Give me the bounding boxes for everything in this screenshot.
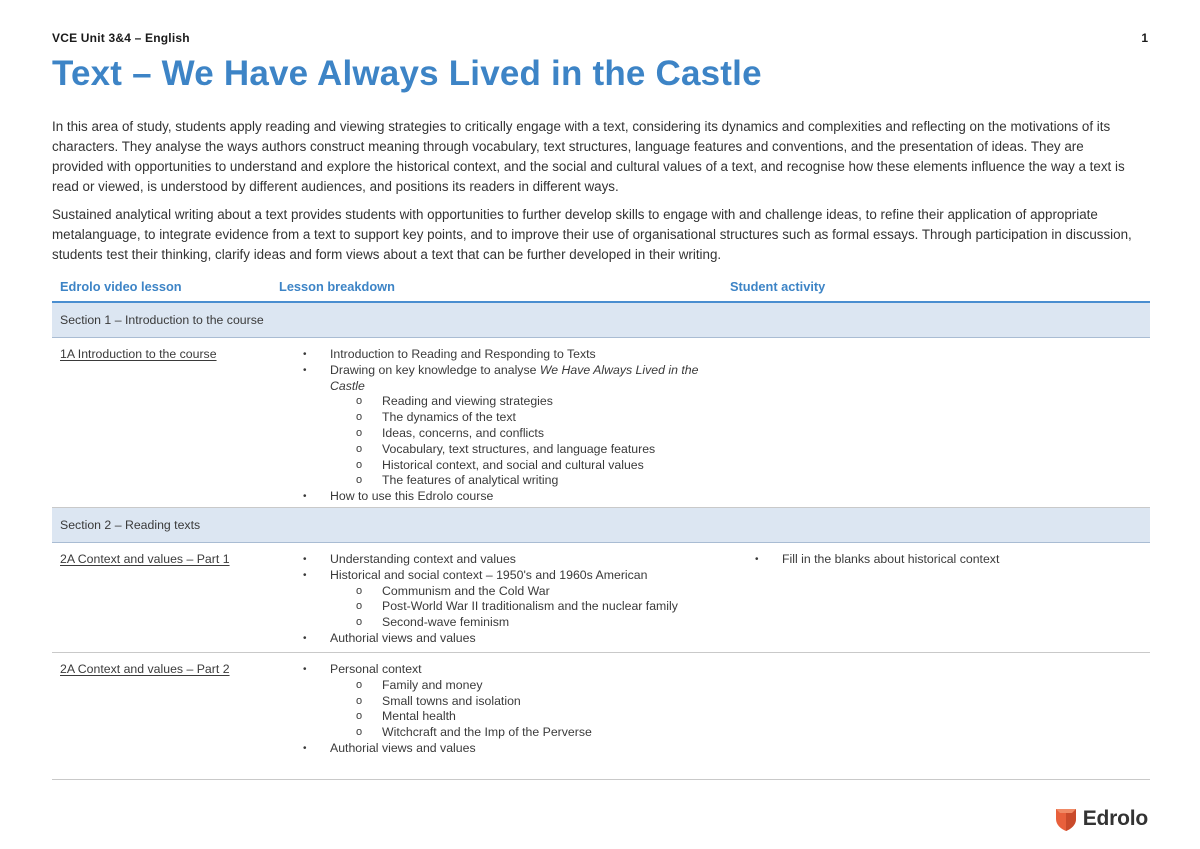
section-row-1: Section 1 – Introduction to the course xyxy=(52,303,1150,338)
lesson-row-2a-part2 xyxy=(52,653,1150,780)
page-header xyxy=(52,31,1148,47)
intro-paragraph: Sustained analytical writing about a text provides students with opportunities to further develop skills to engage with and challenge ideas, to refine their application of appropriate metalanguage, to integrate evidence from a text to support key points, and to improve their use of organisational structures such as formal essays. Through participation in discussion, students test their thinking, clarify ideas and form views about a text that can be further developed in their writing. xyxy=(52,207,1132,262)
breakdown-item-text: Drawing on key knowledge to analyse xyxy=(330,362,540,377)
activity-item: • Fill in the blanks about historical context xyxy=(752,552,1132,568)
intro-text xyxy=(52,117,1132,273)
breakdown-item: • Authorial views and values xyxy=(300,741,730,757)
breakdown-subitem: o Small towns and isolation xyxy=(300,694,730,710)
lesson-link-2a-part2[interactable]: 2A Context and values – Part 2 xyxy=(60,662,230,676)
intro-paragraph: In this area of study, students apply reading and viewing strategies to critically engage with a text, considering its dynamics and complexities and reflecting on the motivations of its characters. They analyse the ways authors construct meaning through vocabulary, text structures, language features and conventions, and the presentation of ideas. They are provided with opportunities to understand and explore the historical context, and the social and cultural values of a text, and recognise how these elements influence the way a text is read or viewed, is understood by different audiences, and positions its readers in different ways. xyxy=(52,119,1125,194)
breakdown-subitem: o Communism and the Cold War xyxy=(300,584,730,600)
breakdown-item: • Introduction to Reading and Responding to Texts xyxy=(300,347,730,363)
edrolo-logo-text: Edrolo xyxy=(1082,807,1148,830)
lesson-link-1a[interactable]: 1A Introduction to the course xyxy=(60,347,217,361)
column-header-lesson-breakdown: Lesson breakdown xyxy=(279,279,395,294)
breakdown-subitem: o Historical context, and social and cultural values xyxy=(300,458,730,474)
breakdown-subitem: o Witchcraft and the Imp of the Perverse xyxy=(300,725,730,741)
lesson-breakdown xyxy=(300,662,730,757)
breakdown-subitem: o Reading and viewing strategies xyxy=(300,394,730,410)
breakdown-item: • Authorial views and values xyxy=(300,631,730,647)
breakdown-subitem: o Family and money xyxy=(300,678,730,694)
breakdown-subitem: o Mental health xyxy=(300,709,730,725)
course-label: VCE Unit 3&4 – English xyxy=(52,31,190,45)
lesson-row-1a xyxy=(52,338,1150,508)
breakdown-item: • How to use this Edrolo course xyxy=(300,489,730,505)
table-header-row xyxy=(52,276,1150,303)
edrolo-logo xyxy=(1055,806,1148,832)
breakdown-subitem: o Post-World War II traditionalism and the nuclear family xyxy=(300,599,730,615)
lesson-row-2a-part1 xyxy=(52,543,1150,653)
lesson-breakdown xyxy=(300,552,730,647)
breakdown-item: • Historical and social context – 1950's and 1960s American xyxy=(300,568,730,584)
lesson-link-2a-part1[interactable]: 2A Context and values – Part 1 xyxy=(60,552,230,566)
student-activity xyxy=(752,552,1132,568)
column-header-video-lesson: Edrolo video lesson xyxy=(60,279,182,294)
page-title: Text – We Have Always Lived in the Castle xyxy=(52,54,762,93)
column-header-student-activity: Student activity xyxy=(730,279,826,294)
breakdown-subitem: o The dynamics of the text xyxy=(300,410,730,426)
page-number: 1 xyxy=(1141,31,1148,45)
section-row-2: Section 2 – Reading texts xyxy=(52,508,1150,543)
breakdown-subitem: o Second-wave feminism xyxy=(300,615,730,631)
edrolo-logo-icon xyxy=(1055,806,1077,832)
text-title: We Have Always Lived in the Castle xyxy=(330,362,699,393)
breakdown-item: • Personal context xyxy=(300,662,730,678)
breakdown-item: • Understanding context and values xyxy=(300,552,730,568)
breakdown-item xyxy=(300,363,730,395)
lesson-breakdown xyxy=(300,347,730,505)
breakdown-subitem: o The features of analytical writing xyxy=(300,473,730,489)
lesson-table xyxy=(52,276,1150,780)
breakdown-subitem: o Vocabulary, text structures, and language features xyxy=(300,442,730,458)
breakdown-subitem: o Ideas, concerns, and conflicts xyxy=(300,426,730,442)
